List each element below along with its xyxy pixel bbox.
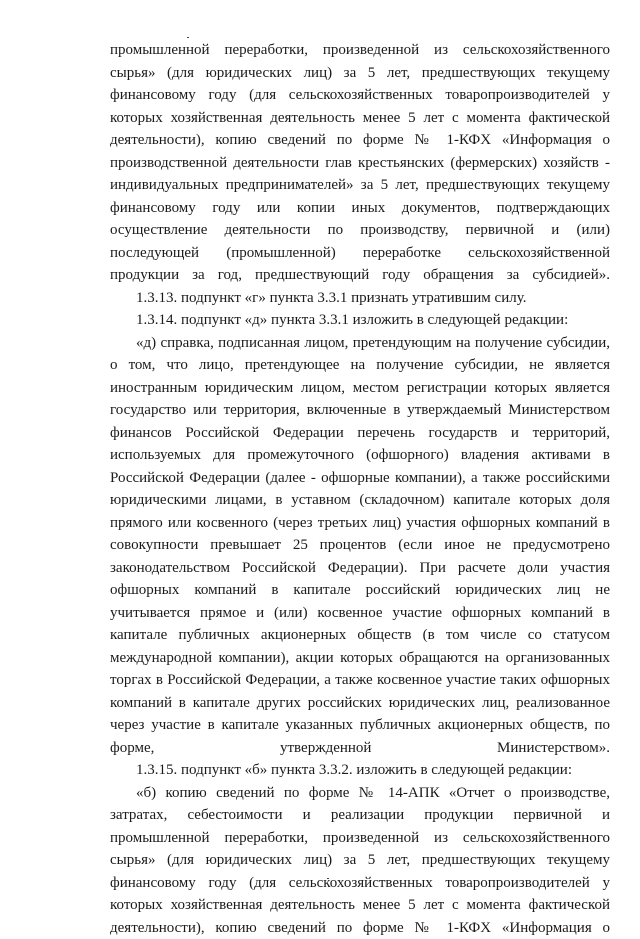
paragraph-subpoint-b: «б) копию сведений по форме № 14-АПК «Отчет о производстве, затратах, себестоимости и реализации продукции первичной и промышленной переработки, произведенной из сельскохозяйственного сырья» (для юридических лиц) за 5 лет, предшествующих текущему финансовому году (для сельскохозяйственных товаропроизводителей у которых хозяйственная деятельность менее 5 лет с момента фактической деятельности), копию сведений по форме № 1-КФХ «Информация о bbox=[110, 782, 610, 939]
paragraph-continued: промышленной переработки, произведенной из сельскохозяйственного сырья» (для юридических лиц) за 5 лет, предшествующих текущему финансовому году (для сельскохозяйственных товаропроизводителей у которых хозяйственная деятельность менее 5 лет с момента фактической деятельности), копию сведений по форме № 1-КФХ «Информация о производственной деятельности глав крестьянских (фермерских) хозяйств - индивидуальных предпринимателей» за 5 лет, предшествующих текущему финансовому году или копии иных документов, подтверждающих осуществление деятельности по производству, первичной и (или) последующей (промышленной) переработке сельскохозяйственной продукции за год, предшествующий году обращения за субсидией». bbox=[110, 39, 610, 287]
scan-mark-top bbox=[187, 37, 189, 38]
paragraph-point-1-3-14: 1.3.14. подпункт «д» пункта 3.3.1 изложить в следующей редакции: bbox=[110, 309, 610, 332]
paragraph-point-1-3-15: 1.3.15. подпункт «б» пункта 3.3.2. изложить в следующей редакции: bbox=[110, 759, 610, 782]
document-page bbox=[110, 39, 610, 939]
paragraph-subpoint-d: «д) справка, подписанная лицом, претендующим на получение субсидии, о том, что лицо, претендующее на получение субсидии, не является иностранным юридическим лицом, местом регистрации которых является государство или территория, включенные в утверждаемый Министерством финансов Российской Федерации перечень государств и территорий, используемых для промежуточного (офшорного) владения активами в Российской Федерации (далее - офшорные компании), а также российскими юридическими лицами, в уставном (складочном) капитале которых доля прямого или косвенного (через третьих лиц) участия офшорных компаний в совокупности превышает 25 процентов (если иное не предусмотрено законодательством Российской Федерации). При расчете доли участия офшорных компаний в капитале российский юридических лиц не учитывается прямое и (или) косвенное участие офшорных компаний в капитале публичных акционерных обществ (в том числе со статусом международной компании), акции которых обращаются на организованных торгах в Российской Федерации, а также косвенное участие таких офшорных компаний в капитале других российских юридических лиц, реализованное через участие в капитале указанных публичных акционерных обществ, по форме, утвержденной Министерством». bbox=[110, 332, 610, 760]
paragraph-point-1-3-13: 1.3.13. подпункт «г» пункта 3.3.1 признать утратившим силу. bbox=[110, 287, 610, 310]
